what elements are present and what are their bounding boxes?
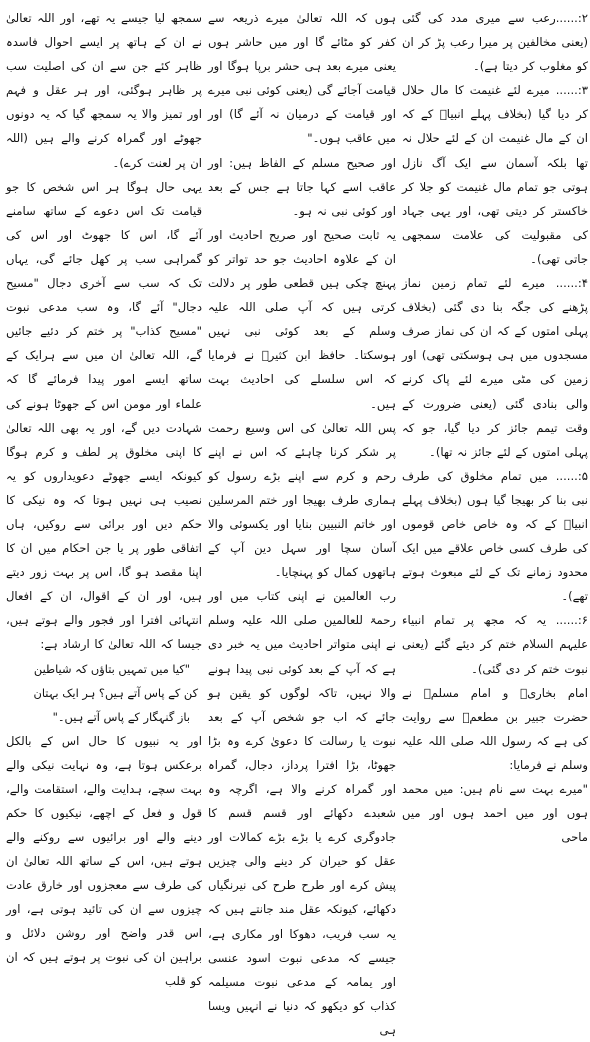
column-middle [208,6,396,1037]
paragraph: اور یہ نبیوں کا حال اس کے بالکل برعکس ہوتا ہے، وہ نہایت نیکی والے بہت سچے، ہدایت والے، استقامت والے، قول و فعل کے اچھے، نیکیوں کا حکم دینے والے اور برائیوں سے روکنے والے ہوتے ہیں، اس کے ساتھ اللہ تعالیٰ ان کی طرف سے معجزوں اور خارق عادت چیزوں سے ان کی تائید ہوتی ہے، اور اس قدر واضح اور روشن دلائل و براہین ان کی نبوت پر ہوتے ہیں کہ ان کو قلب [6,733,202,989]
paragraph: سمجھ لیا جیسے یہ تھے، اور اللہ تعالیٰ نے ان کے ہاتھ پر ایسے احوال فاسدہ ظاہر کئے جن سے ان کی اصلیت سب پر ظاہر ہوگئی، اور ہر عقل و فہم اور تمیز والا یہ سمجھ گیا کہ یہ دونوں جھوٹے اور گمراہ کرنے والے ہیں (اللہ ان پر لعنت کرے)۔ [6,11,202,170]
paragraph: ۳:...... میرے لئے غنیمت کا مال حلال کر دیا گیا (بخلاف پہلے انبیاؑ کے کہ ان کے مال غنیمت ان کے لئے حلال نہ تھا بلکہ آسمان سے ایک آگ نازل ہوتی جو تمام مال غنیمت کو جلا کر خاکستر کر دیتی تھی، اور یہی جہاد کی مقبولیت کی علامت سمجھی جاتی تھی)۔ [402,83,588,266]
paragraph: ۴:...... میرے لئے تمام زمین نماز پڑھنے کی جگہ بنا دی گئی (بخلاف پہلی امتوں کے کہ ان کی نماز صرف مسجدوں میں ہی ہوسکتی تھی) اور زمین کی مٹی میرے لئے پاک کرنے والی بنادی گئی (یعنی ضرورت کے وقت تیمم جائز کر دیا گیا، جو کہ پہلی امتوں کے لئے جائز نہ تھا)۔ [402,276,588,459]
quran-verse-line: "کیا میں تمہیں بتاؤں کہ شیاطین [33,661,190,676]
paragraph: ہوں کہ اللہ تعالیٰ میرے ذریعہ سے کفر کو مٹائے گا اور میں حاشر ہوں یعنی میرے بعد ہی حشر برپا ہوگا اور قیامت آجائے گی (یعنی کوئی نبی میرے اور قیامت کے درمیان نہ آئے گا) اور میں عاقب ہوں۔" [208,11,396,146]
paragraph: امام بخاریؒ و امام مسلمؒ نے حضرت جبیر بن مطعمؓ سے روایت کی ہے کہ رسول اللہ صلی اللہ علیہ وسلم نے فرمایا: [402,685,588,772]
paragraph: "میرے بہت سے نام ہیں: میں محمد ہوں اور میں احمد ہوں اور میں ماحی [402,782,588,845]
paragraph: ۲:......رعب سے میری مدد کی گئی (یعنی مخالفین پر میرا رعب پڑ کر ان کو مغلوب کر دیتا ہے)۔ [402,11,588,74]
paragraph: اور صحیح مسلم کے الفاظ ہیں: اور عاقب اسے کہا جاتا ہے جس کے بعد اور کوئی نبی نہ ہو۔ [208,155,396,218]
quran-verse-line: باز گنہگار کے پاس آتے ہیں۔" [52,709,190,724]
paragraph: ۶:...... یہ کہ مجھ پر تمام انبیاء علیہم السلام ختم کر دیئے گئے (یعنی نبوت ختم کر دی گئی)۔ [402,613,588,676]
paragraph: یہ ثابت صحیح اور صریح احادیث اور ان کے علاوہ احادیث جو حد تواتر کو پہنچ چکی ہیں قطعی طور پر دلالت کرتی ہیں کہ آپ صلی اللہ علیہ وسلم کے بعد کوئی نبی نہیں ہوسکتا۔ حافظ ابن کثیرؒ نے فرمایا کہ اس سلسلے کی احادیث بہت ہیں۔ [208,227,396,411]
paragraph: ۵:...... میں تمام مخلوق کی طرف نبی بنا کر بھیجا گیا ہوں (بخلاف پہلے انبیاؑ کے کہ وہ خاص خاص قوموں کی طرف کسی خاص علاقے میں ایک محدود زمانے تک کے لئے مبعوث ہوتے تھے)۔ [402,468,588,604]
quran-verse-line: کن کے پاس آتے ہیں؟ ہر ایک بہتان [33,685,198,700]
column-right [402,6,588,845]
paragraph: یہی حال ہوگا ہر اس شخص کا جو قیامت تک اس دعوے کے ساتھ سامنے آئے گا، اس کا جھوٹ اور اس کی گمراہی سب پر کھل جائے گی، یہاں تک کہ سب سے آخری دجال "مسیح دجال" آئے گا، وہ سب مدعی نبوت "مسیح کذاب" پر ختم کر دئیے جائیں گے، اللہ تعالیٰ ان میں سے ہرایک کے ساتھ ایسے امور پیدا فرمائے گا کہ علماء اور مومن اس کے جھوٹا ہونے کی شہادت دیں گے، اور یہ بھی اللہ تعالیٰ کا اپنی مخلوق پر لطف و کرم ہوگا کیونکہ ایسے جھوٹے دعویداروں کو یہ نصیب ہی نہیں ہوتا کہ وہ نیکی کا حکم دیں اور برائی سے روکیں، ہاں اتفاقی طور پر یا جن احکام میں ان کا اپنا مقصد ہو گا، اس پر بہت زور دیتے ہیں، اور ان کے اقوال، ان کے افعال انتہائی افترا اور فجور والے ہوتے ہیں، جیسا کہ اللہ تعالیٰ کا ارشاد ہے: [6,179,202,652]
paragraph: رب العالمین نے اپنی کتاب میں اور رحمۃ للعالمین صلی اللہ علیہ وسلم نے اپنی متواتر احادیث میں یہ خبر دی ہے کہ آپ کے بعد کوئی نبی پیدا ہونے والا نہیں، تاکہ لوگوں کو یقین ہو جائے کہ اب جو شخص آپ کے بعد نبوت یا رسالت کا دعویٰ کرے وہ بڑا جھوٹا، بڑا افترا پرداز، دجال، گمراہ اور گمراہ کرنے والا ہے، اگرچہ وہ شعبدے دکھائے اور قسم قسم کا جادوگری کرے یا بڑے بڑے کمالات اور عقل کو حیران کر دینے والی چیزیں پیش کرے اور طرح طرح کی نیرنگیاں دکھائے، کیونکہ عقل مند جانتے ہیں کہ یہ سب فریب، دھوکا اور مکاری ہے، جیسے کہ مدعی نبوت اسود عنسی اور یمامہ کے مدعی نبوت مسیلمہ کذاب کو دیکھو کہ دنیا نے انہیں ویسا ہی [208,589,396,1037]
paragraph: پس اللہ تعالیٰ کی اس وسیع رحمت پر شکر کرنا چاہئے کہ اس نے اپنے رحم و کرم سے اپنے بڑے رسول کو ہماری طرف بھیجا اور ختم المرسلین اور خاتم النبیین بنایا اور یکسوئی والا آسان سچا اور سہل دین آپ کے ہاتھوں کمال کو پہنچایا۔ [208,420,396,580]
column-left [6,6,202,989]
